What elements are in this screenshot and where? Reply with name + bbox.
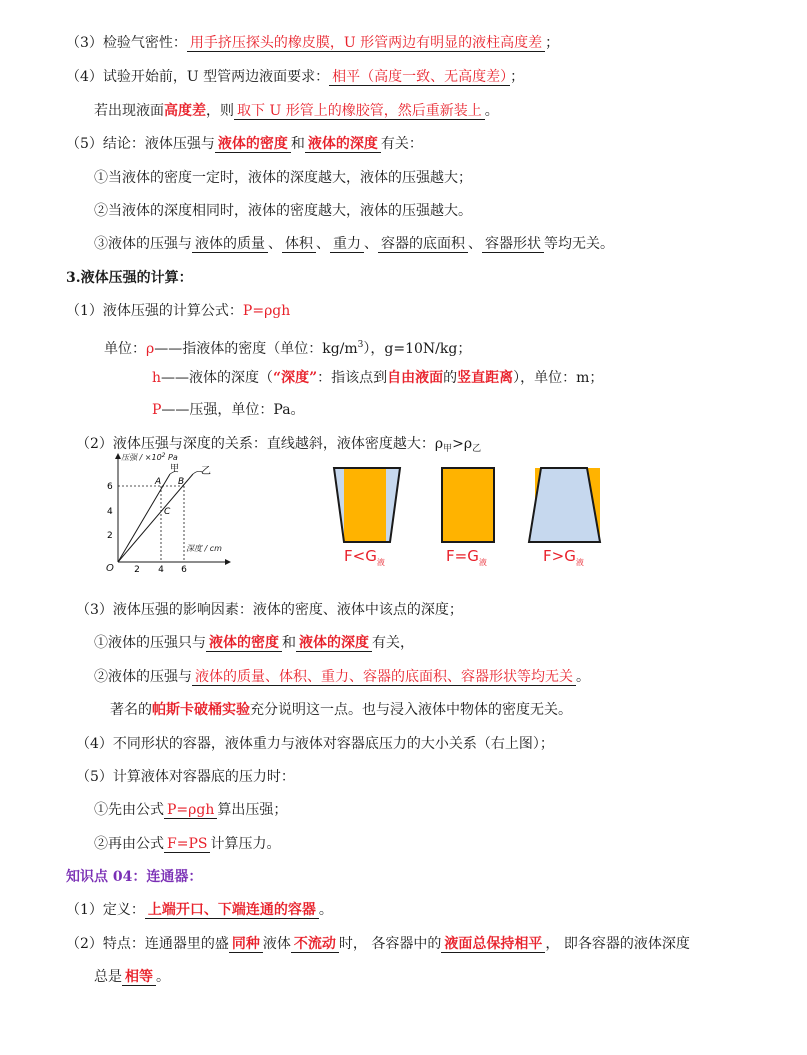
- line-jia-label: 甲: [170, 464, 180, 474]
- influence-answer-density: 液体的密度: [206, 635, 282, 652]
- unit-h-line: h——液体的深度（“深度”：指该点到自由液面的竖直距离），单位：m；: [152, 370, 604, 386]
- origin-label: O: [106, 563, 114, 574]
- pascal-line: 著名的帕斯卡破桶实验充分说明这一点。也与浸入液体中物体的密度无关。: [110, 702, 572, 718]
- formula-line: （1）液体压强的计算公式：P=ρgh: [66, 303, 291, 319]
- airtightness-label: （3）检验气密性：: [66, 35, 187, 51]
- feature-line-2: 总是 相等 。: [94, 969, 170, 985]
- unrelated-factor-shape: 容器形状: [482, 236, 544, 253]
- conclusion-line: （5）结论：液体压强与 液体的密度 和 液体的深度 有关：: [66, 136, 423, 152]
- unit-p-line: P——压强，单位：Pa。: [152, 402, 305, 418]
- container-shape-line: （4）不同形状的容器，液体重力与液体对容器底压力的大小关系（右上图）；: [76, 736, 554, 752]
- x-axis-label: 深度 / cm: [186, 544, 222, 553]
- line-yi: [118, 474, 193, 562]
- liquid-column: [344, 468, 386, 542]
- feature-answer-level: 液面总保持相平: [441, 936, 545, 953]
- unit-rho-line: 单位：ρ——指液体的密度（单位：$kg/m^3$），g=10N/kg；: [104, 340, 472, 357]
- line-jia: [118, 474, 170, 562]
- rho-symbol: ρ: [146, 341, 155, 357]
- height-difference-answer: 取下 U 形管上的橡胶管，然后重新装上: [234, 103, 485, 120]
- pressure-formula: P=ρgh: [242, 303, 291, 319]
- section-heading-connector: 知识点 04：连通器：: [66, 869, 203, 885]
- feature-answer-equal: 相等: [122, 969, 156, 986]
- container-wide-base: [525, 464, 605, 572]
- y-tick-2: 2: [107, 531, 113, 541]
- container-label-less: $F<G_液$: [344, 547, 385, 567]
- influence-answer-unrelated: 液体的质量、体积、重力、容器的底面积、容器形状等均无关: [192, 669, 576, 686]
- y-axis-label: 压强 / $\times 10^2$ Pa: [121, 452, 178, 462]
- section-heading-calculation: 3.液体压强的计算：: [66, 270, 193, 286]
- unrelated-factor-mass: 液体的质量: [192, 236, 268, 253]
- influence-answer-depth: 液体的深度: [296, 635, 372, 652]
- force-step-1: ①先由公式 P=ρgh 算出压强；: [94, 802, 288, 818]
- x-tick-2: 2: [134, 565, 140, 575]
- point-c-label: C: [164, 507, 171, 517]
- level-requirement-line: （4）试验开始前，U 型管两边液面要求： 相平（高度一致、无高度差） ；: [66, 69, 525, 85]
- container-label-equal: $F=G_液$: [446, 547, 487, 567]
- x-ticks: [134, 565, 187, 575]
- vertical-distance-keyword: 竖直距离: [457, 370, 514, 386]
- feature-answer-not-flowing: 不流动: [291, 936, 339, 953]
- unrelated-factor-base-area: 容器的底面积: [378, 236, 468, 253]
- step-2-formula: F=PS: [164, 836, 210, 853]
- h-symbol: h: [152, 370, 162, 386]
- unrelated-factor-gravity: 重力: [330, 236, 364, 253]
- x-tick-4: 4: [158, 565, 164, 575]
- container-narrow-top: [330, 464, 405, 572]
- definition-line: （1）定义： 上端开口、下端连通的容器 。: [66, 902, 333, 918]
- depth-relation-line: （2）液体压强与深度的关系：直线越斜，液体密度越大：$\rho_甲>\rho_乙$: [76, 436, 482, 454]
- y-tick-6: 6: [107, 482, 113, 492]
- point-b-label: B: [178, 477, 185, 487]
- liquid-column: [442, 468, 494, 542]
- level-requirement-answer: 相平（高度一致、无高度差）: [329, 69, 510, 86]
- pascal-experiment-keyword: 帕斯卡破桶实验: [152, 702, 250, 718]
- airtightness-line: （3）检验气密性： 用手挤压探头的橡皮膜，U 形管两边有明显的液柱高度差 ；: [66, 35, 560, 51]
- point-a-label: A: [155, 477, 162, 487]
- height-difference-line: 若出现液面高度差，则 取下 U 形管上的橡胶管，然后重新装上 。: [94, 103, 499, 119]
- container-straight: [437, 464, 503, 572]
- y-tick-4: 4: [107, 507, 113, 517]
- conclusion-answer-depth: 液体的深度: [305, 136, 381, 153]
- unrelated-factor-volume: 体积: [282, 236, 316, 253]
- step-1-formula: P=ρgh: [164, 802, 217, 819]
- pressure-depth-graph: [98, 448, 240, 576]
- conclusion-item-3: ③液体的压强与 液体的质量 、 体积 、 重力 、 容器的底面积 、 容器形状 等均无关。: [94, 236, 614, 252]
- influence-factors-line: （3）液体压强的影响因素：液体的密度、液体中该点的深度；: [76, 602, 463, 618]
- definition-answer: 上端开口、下端连通的容器: [145, 902, 319, 919]
- height-difference-keyword: 高度差: [164, 103, 206, 119]
- conclusion-item-2: ②当液体的深度相同时，液体的密度越大，液体的压强越大。: [94, 203, 472, 219]
- line-yi-label: 乙: [201, 466, 211, 477]
- conclusion-answer-density: 液体的密度: [215, 136, 291, 153]
- influence-item-2: ②液体的压强与 液体的质量、体积、重力、容器的底面积、容器形状等均无关 。: [94, 669, 590, 685]
- container-label-greater: $F>G_液$: [543, 547, 584, 567]
- feature-answer-same-liquid: 同种: [229, 936, 263, 953]
- x-tick-6: 6: [181, 565, 187, 575]
- influence-item-1: ①液体的压强只与 液体的密度 和 液体的深度 有关，: [94, 635, 414, 651]
- conclusion-item-1: ①当液体的密度一定时，液体的深度越大，液体的压强越大；: [94, 170, 472, 186]
- force-step-2: ②再由公式 F=PS 计算压力。: [94, 836, 281, 852]
- free-surface-keyword: 自由液面: [387, 370, 444, 386]
- y-ticks: [107, 482, 113, 541]
- force-calc-line: （5）计算液体对容器底的压力时：: [76, 769, 295, 785]
- airtightness-answer: 用手挤压探头的橡皮膜，U 形管两边有明显的液柱高度差: [187, 35, 545, 52]
- feature-line: （2）特点：连通器里的盛 同种 液体 不流动 时， 各容器中的 液面总保持相平 ， 即各容器的液体深度: [66, 936, 690, 952]
- p-symbol: P: [152, 402, 162, 418]
